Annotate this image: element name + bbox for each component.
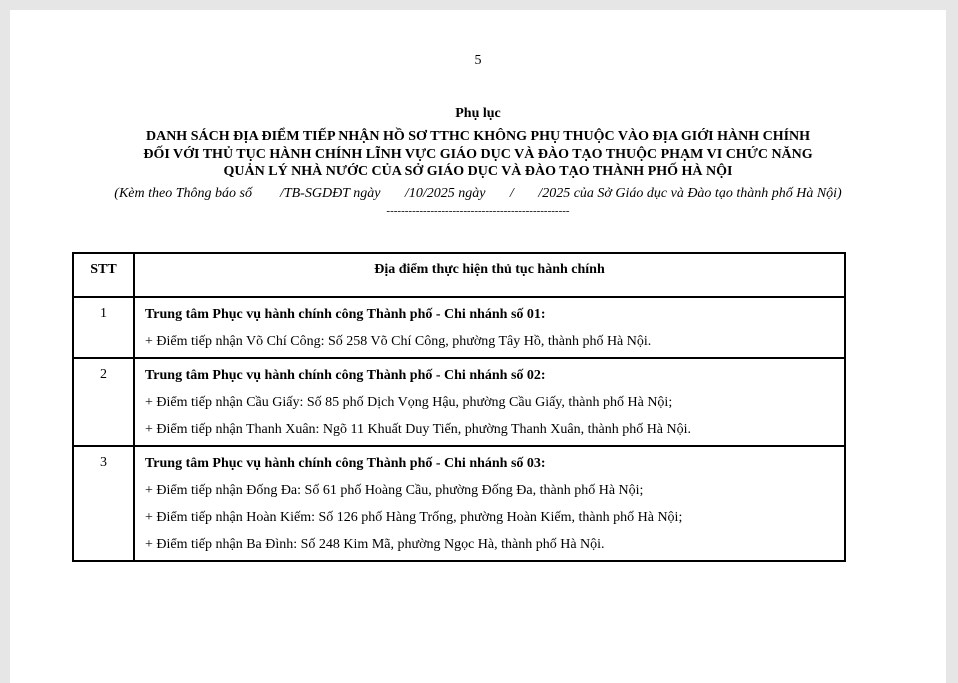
row-3-branch: Trung tâm Phục vụ hành chính công Thành phố - Chi nhánh số 03: xyxy=(145,456,546,471)
heading-line-3: QUẢN LÝ NHÀ NƯỚC CỦA SỞ GIÁO DỤC VÀ ĐÀO TẠO THÀNH PHỐ HÀ NỘI xyxy=(223,164,733,179)
table-row xyxy=(73,446,845,561)
row-1-point-1: + Điểm tiếp nhận Võ Chí Công: Số 258 Võ Chí Công, phường Tây Hồ, thành phố Hà Nội. xyxy=(145,334,652,349)
row-3-stt: 3 xyxy=(73,446,134,561)
locations-table xyxy=(72,252,846,562)
heading-line-2: ĐỐI VỚI THỦ TỤC HÀNH CHÍNH LĨNH VỰC GIÁO DỤC VÀ ĐÀO TẠO THUỘC PHẠM VI CHỨC NĂNG xyxy=(143,147,813,162)
row-3-point-1: + Điểm tiếp nhận Đống Đa: Số 61 phố Hoàng Cầu, phường Đống Đa, thành phố Hà Nội; xyxy=(145,483,644,498)
header-location: Địa điểm thực hiện thủ tục hành chính xyxy=(134,253,845,297)
attachment-note: (Kèm theo Thông báo số /TB-SGDĐT ngày /10/2025 ngày / /2025 của Sở Giáo dục và Đào tạo thành phố Hà Nội) xyxy=(114,186,842,201)
row-3-location xyxy=(134,446,845,561)
row-3-point-2: + Điểm tiếp nhận Hoàn Kiếm: Số 126 phố Hàng Trống, phường Hoàn Kiếm, thành phố Hà Nội; xyxy=(145,510,683,525)
table-row xyxy=(73,358,845,446)
heading-divider: -------------------------------------------------- xyxy=(386,205,570,217)
heading-line-1: DANH SÁCH ĐỊA ĐIỂM TIẾP NHẬN HỒ SƠ TTHC KHÔNG PHỤ THUỘC VÀO ĐỊA GIỚI HÀNH CHÍNH xyxy=(145,129,811,144)
row-2-stt: 2 xyxy=(73,358,134,446)
row-2-location xyxy=(134,358,845,446)
row-1-stt: 1 xyxy=(73,297,134,358)
table-header-row xyxy=(73,253,845,297)
table-row xyxy=(73,297,845,358)
row-2-branch: Trung tâm Phục vụ hành chính công Thành phố - Chi nhánh số 02: xyxy=(145,368,546,383)
page-number: 5 xyxy=(474,53,482,68)
row-1-location xyxy=(134,297,845,358)
row-2-point-2: + Điểm tiếp nhận Thanh Xuân: Ngõ 11 Khuất Duy Tiến, phường Thanh Xuân, thành phố Hà Nội. xyxy=(145,422,692,437)
row-3-point-3: + Điểm tiếp nhận Ba Đình: Số 248 Kim Mã, phường Ngọc Hà, thành phố Hà Nội. xyxy=(145,537,605,552)
row-1-branch: Trung tâm Phục vụ hành chính công Thành phố - Chi nhánh số 01: xyxy=(145,307,546,322)
row-2-point-1: + Điểm tiếp nhận Cầu Giấy: Số 85 phố Dịch Vọng Hậu, phường Cầu Giấy, thành phố Hà Nội; xyxy=(145,395,673,410)
appendix-title: Phụ lục xyxy=(455,106,501,121)
document-page xyxy=(10,10,946,683)
header-stt: STT xyxy=(73,253,134,297)
